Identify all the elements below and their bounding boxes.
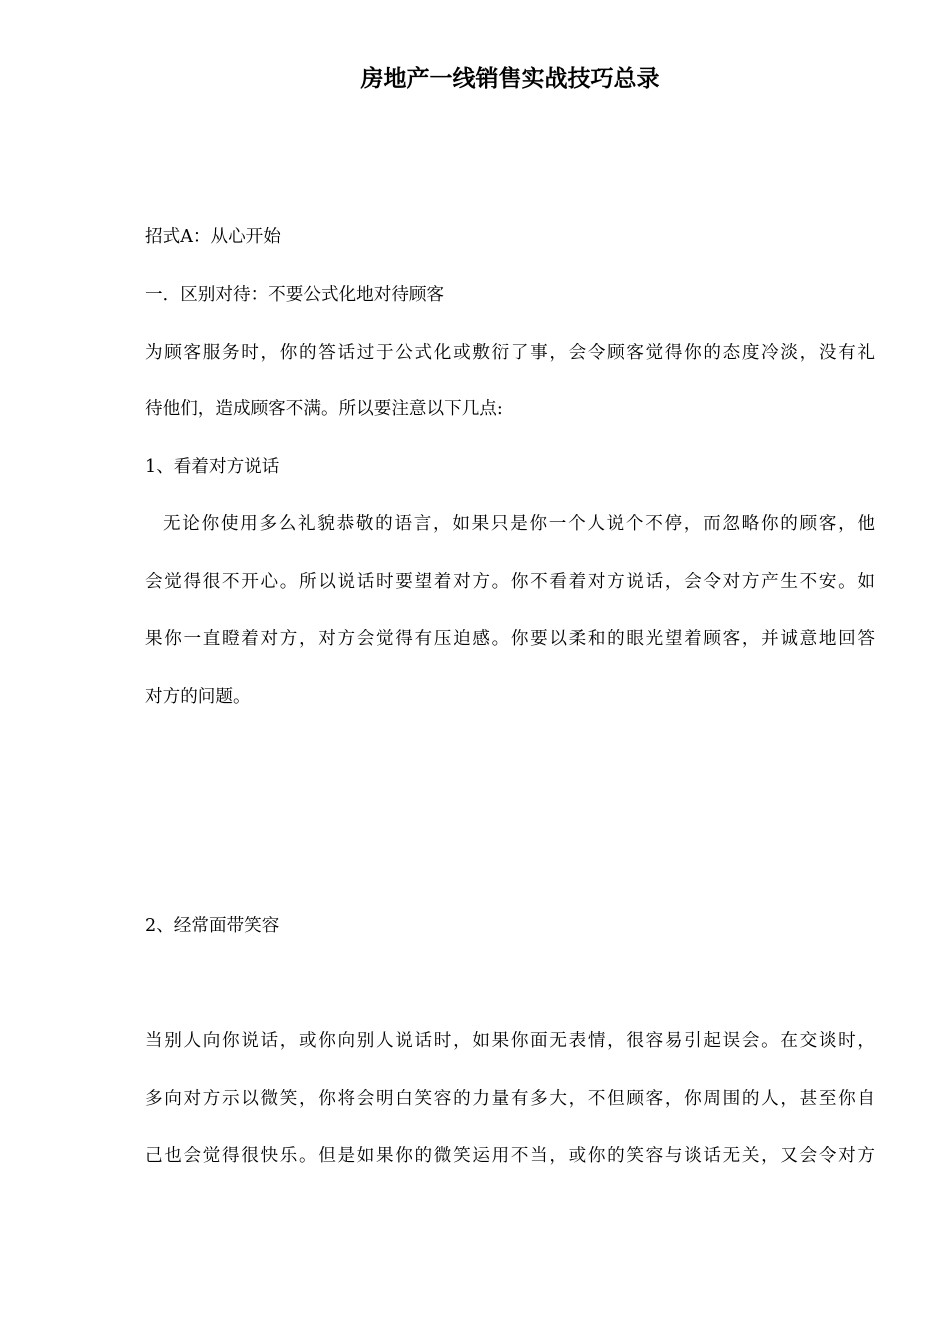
subsection-heading: 一．区别对待：不要公式化地对待顾客 <box>145 285 445 305</box>
intro-paragraph-line-1: 为顾客服务时，你的答话过于公式化或敷衍了事，会令顾客觉得你的态度冷淡，没有礼 <box>145 343 875 363</box>
point-1-paragraph-line-2: 会觉得很不开心。所以说话时要望着对方。你不看着对方说话，会令对方产生不安。如 <box>145 572 875 592</box>
document-title: 房地产一线销售实战技巧总录 <box>360 65 660 92</box>
point-1-paragraph-line-1: 无论你使用多么礼貌恭敬的语言，如果只是你一个人说个不停，而忽略你的顾客，他 <box>163 514 875 534</box>
point-1-paragraph-line-4: 对方的问题。 <box>145 687 251 707</box>
point-2-heading: 2、经常面带笑容 <box>145 916 280 936</box>
point-2-paragraph-line-2: 多向对方示以微笑，你将会明白笑容的力量有多大，不但顾客，你周围的人，甚至你自 <box>145 1089 875 1109</box>
point-1-paragraph-line-3: 果你一直瞪着对方，对方会觉得有压迫感。你要以柔和的眼光望着顾客，并诚意地回答 <box>145 629 875 649</box>
point-2-paragraph-line-1: 当别人向你说话，或你向别人说话时，如果你面无表情，很容易引起误会。在交谈时， <box>145 1031 875 1051</box>
section-heading: 招式A：从心开始 <box>145 227 281 247</box>
point-1-heading: 1、看着对方说话 <box>145 457 280 477</box>
point-2-paragraph-line-3: 己也会觉得很快乐。但是如果你的微笑运用不当，或你的笑容与谈话无关，又会令对方 <box>145 1146 875 1166</box>
intro-paragraph-line-2: 待他们，造成顾客不满。所以要注意以下几点: <box>145 399 503 419</box>
